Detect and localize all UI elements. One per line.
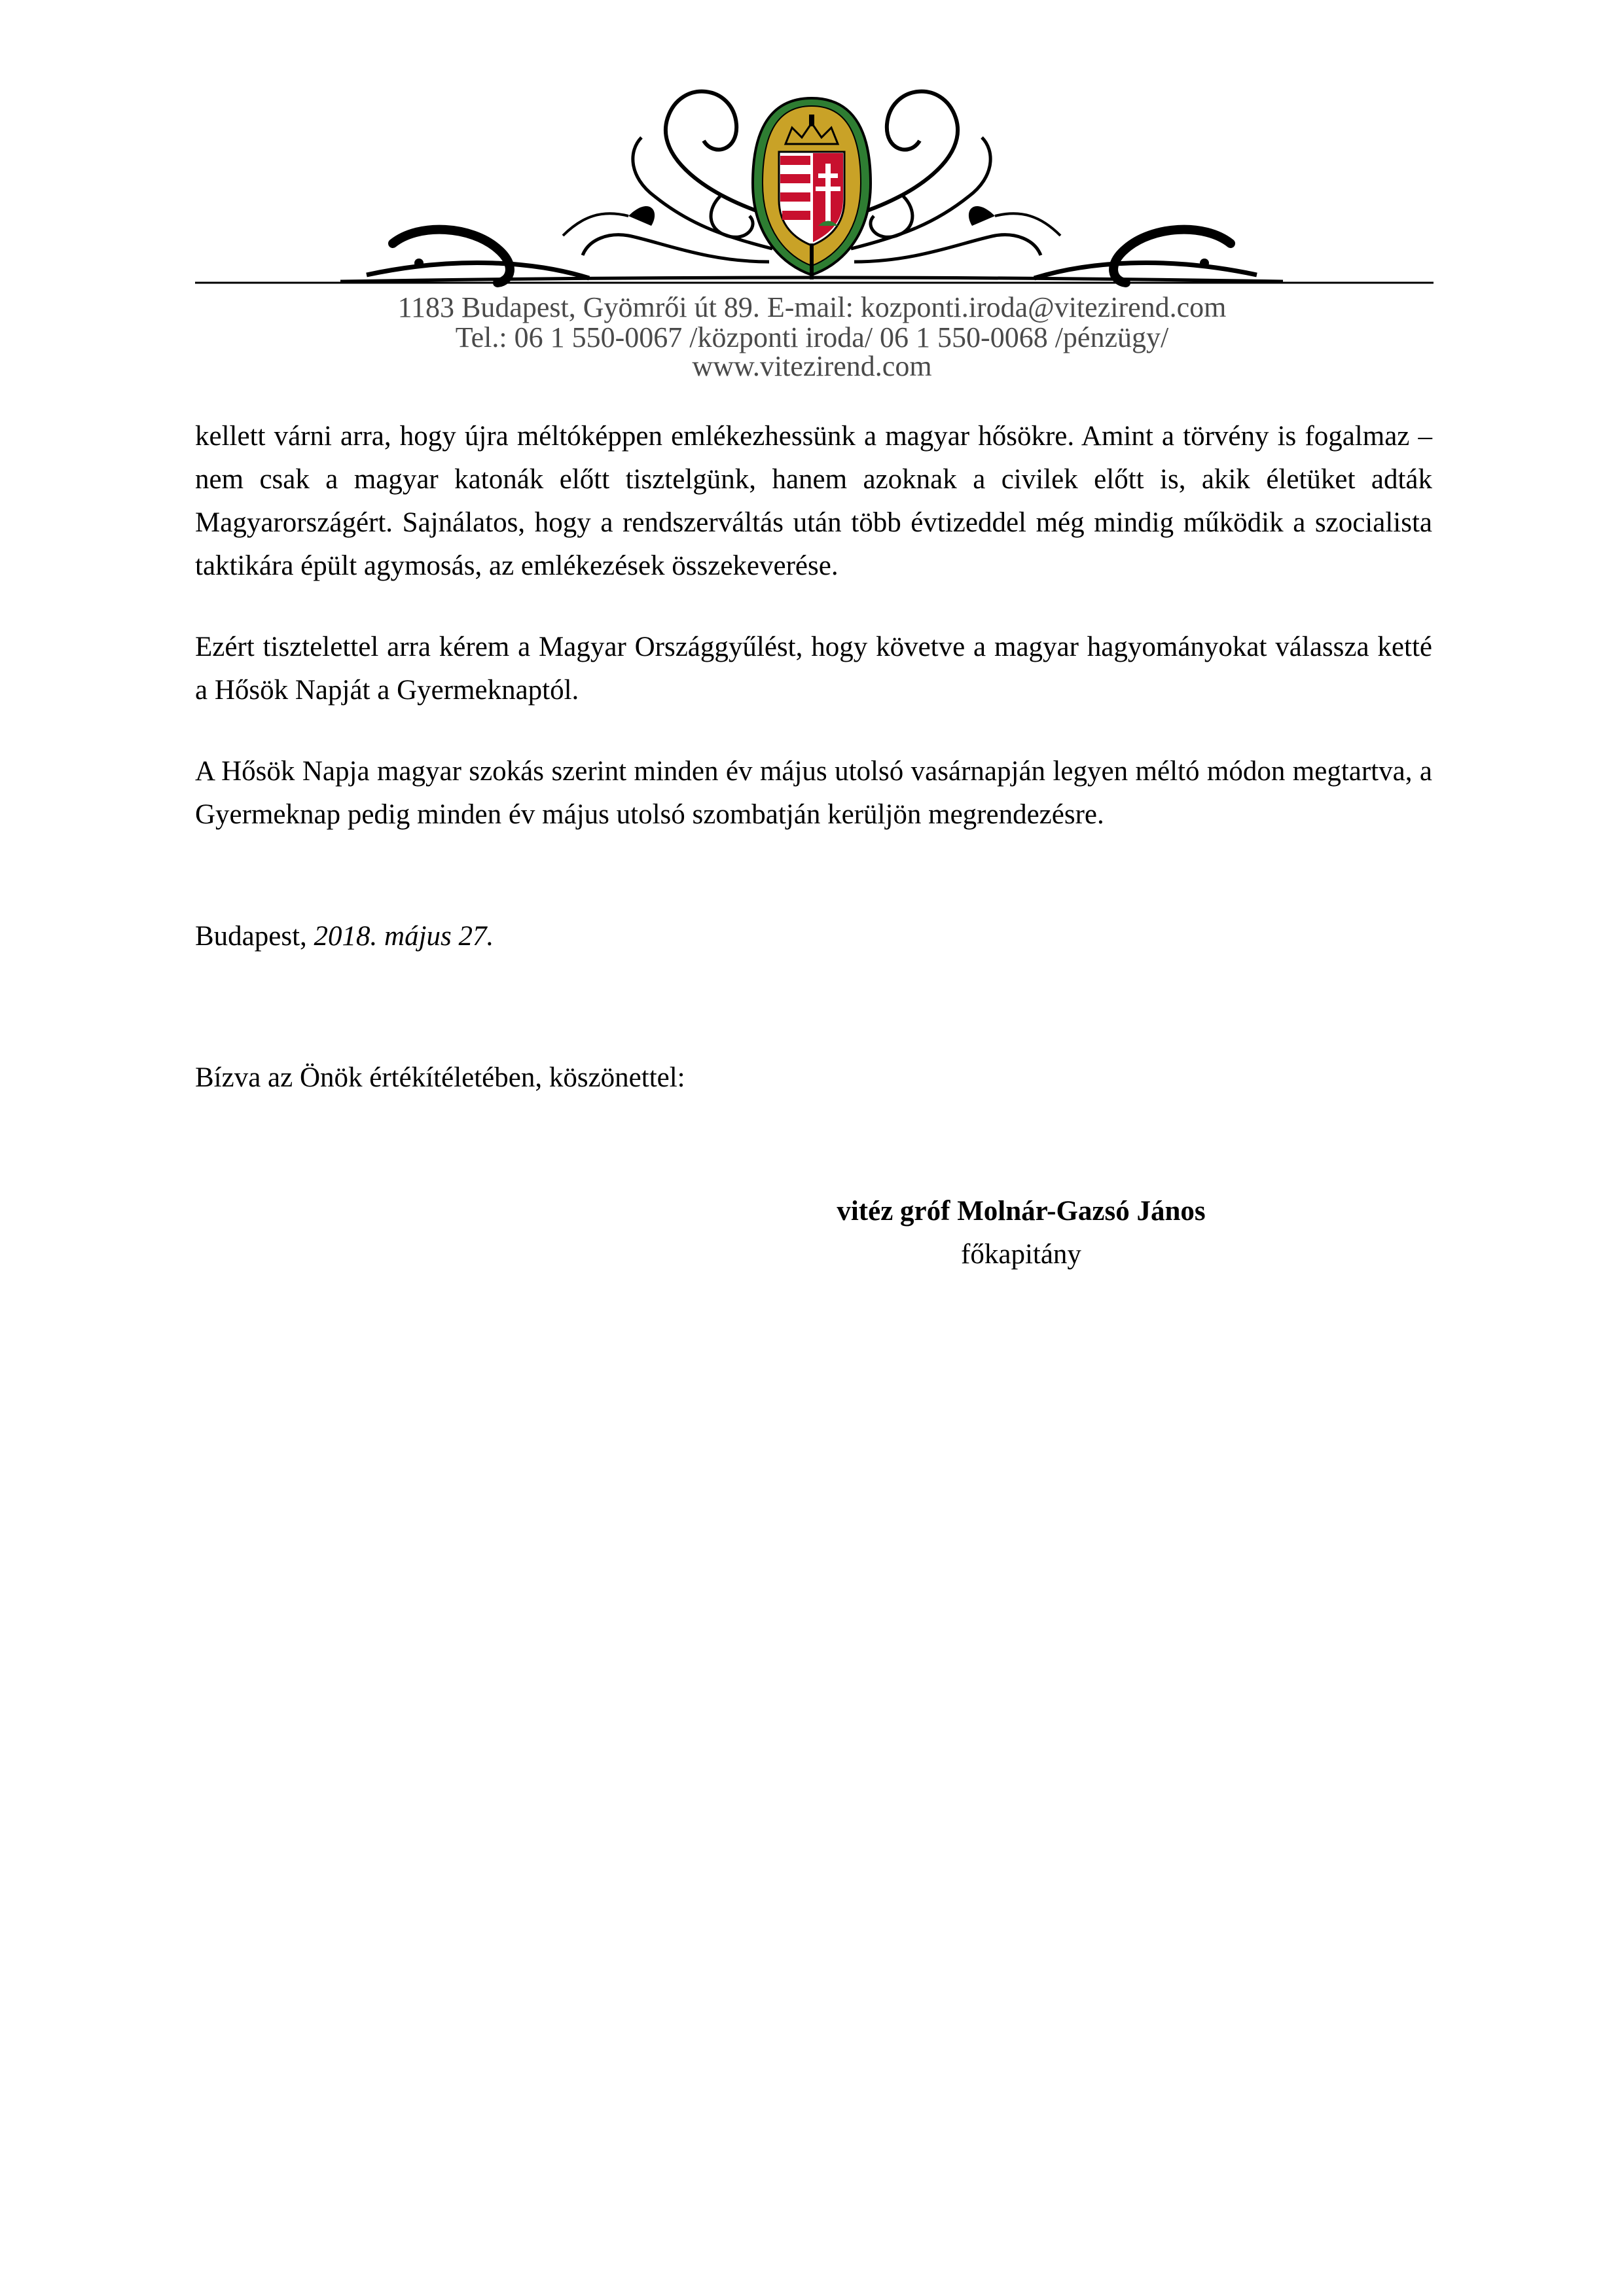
web-line: www.vitezirend.com — [692, 350, 932, 382]
paragraph: A Hősök Napja magyar szokás szerint minden év május utolsó vasárnapján legyen méltó módon megtartva, a Gyermeknap pedig minden év május utolsó szombatján kerüljön megrendezésre. — [195, 756, 1432, 830]
signer-name: vitéz gróf Molnár-Gazsó János — [837, 1196, 1206, 1227]
address-line: 1183 Budapest, Gyömrői út 89. E-mail: kozponti.iroda@vitezirend.com — [397, 291, 1227, 323]
date: 2018. május 27. — [314, 921, 494, 952]
place: Budapest, — [195, 921, 307, 952]
coat-of-arms-emblem — [753, 98, 871, 279]
paragraph: Ezért tisztelettel arra kérem a Magyar Országgyűlést, hogy követve a magyar hagyományokat válassza ketté a Hősök Napját a Gyermeknaptól. — [195, 632, 1432, 706]
signer-title: főkapitány — [961, 1239, 1081, 1270]
letter-body — [195, 415, 1432, 874]
letterhead-ornament — [0, 0, 1624, 301]
phone-line: Tel.: 06 1 550-0067 /központi iroda/ 06 1 550-0068 /pénzügy/ — [455, 321, 1169, 353]
closing-line: Bízva az Önök értékítéletében, köszönettel: — [195, 1062, 685, 1093]
paragraph: kellett várni arra, hogy újra méltóképpen emlékezhessünk a magyar hősökre. Amint a törvény is fogalmaz – nem csak a magyar katonák előtt tisztelgünk, hanem azoknak a civilek előtt is, akik életüket adták Magyarországért. Sajnálatos, hogy a rendszerváltás után több évtizeddel még mindig működik a szocialista taktikára épült agymosás, az emlékezések összekeverése. — [195, 421, 1432, 581]
letterhead — [0, 0, 1624, 386]
place-date — [195, 915, 494, 958]
